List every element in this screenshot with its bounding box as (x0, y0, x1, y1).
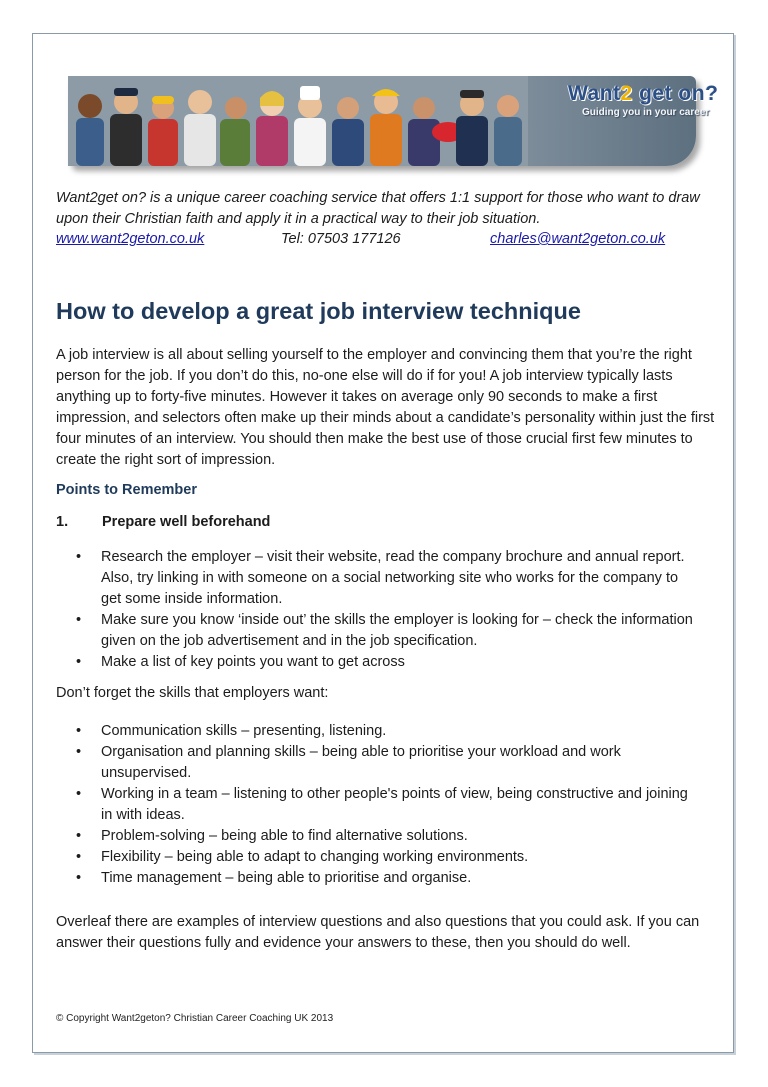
service-intro: Want2get on? is a unique career coaching service that offers 1:1 support for those who want to draw upon their Christian faith and apply it in a practical way to their job situation. (56, 190, 700, 227)
list-item: • Make sure you know ‘inside out’ the skills the employer is looking for – check the information given on the job advertisement and in the job specification. (56, 610, 696, 652)
website-link[interactable]: www.want2geton.co.uk (56, 231, 205, 247)
copyright-footer: © Copyright Want2geton? Christian Career Coaching UK 2013 (56, 1013, 334, 1024)
section-number: 1. (56, 514, 69, 530)
banner-illustration (68, 76, 528, 166)
brand-tagline: Guiding you in your career (582, 107, 710, 118)
closing-paragraph: Overleaf there are examples of interview questions and also questions that you could ask. If you can answer their questions fully and evidence your answers to these, then you should do well. (56, 914, 700, 951)
article-title: How to develop a great job interview technique (56, 298, 581, 324)
header-banner (68, 76, 719, 166)
prepare-list (56, 547, 696, 673)
list-item: • Organisation and planning skills – being able to prioritise your workload and work unsupervised. (56, 742, 696, 784)
skills-intro: Don’t forget the skills that employers want: (56, 685, 329, 701)
contact-row (56, 231, 716, 253)
email-link[interactable]: charles@want2geton.co.uk (490, 231, 666, 247)
section-title: Prepare well beforehand (102, 514, 271, 530)
skills-list (56, 721, 696, 889)
brand-name: Want2 get on? (568, 82, 719, 105)
list-item: • Time management – being able to prioritise and organise. (56, 868, 696, 889)
list-item: • Communication skills – presenting, listening. (56, 721, 696, 742)
intro-paragraph: A job interview is all about selling yourself to the employer and convincing them that you’re the right person for the job. If you don’t do this, no-one else will do if for you! A job interview typically lasts anything up to forty-five minutes. However it takes on average only 90 seconds to make a first impression, and selectors often make up their minds about a candidate’s personality within just the first four minutes of an interview. You should then make the best use of those crucial first few minutes to create the right sort of impression. (56, 347, 715, 468)
brand-logo (568, 82, 718, 118)
list-item: • Working in a team – listening to other people's points of view, being constructive and joining in with ideas. (56, 784, 696, 826)
telephone: Tel: 07503 177126 (281, 231, 401, 247)
list-item: • Research the employer – visit their website, read the company brochure and annual report. Also, try linking in with someone on a social networking site who works for the company to get some inside information. (56, 547, 696, 610)
list-item: • Problem-solving – being able to find alternative solutions. (56, 826, 696, 847)
list-item: • Make a list of key points you want to get across (56, 652, 696, 673)
page-border (32, 33, 734, 1053)
list-item: • Flexibility – being able to adapt to changing working environments. (56, 847, 696, 868)
points-heading: Points to Remember (56, 482, 197, 498)
